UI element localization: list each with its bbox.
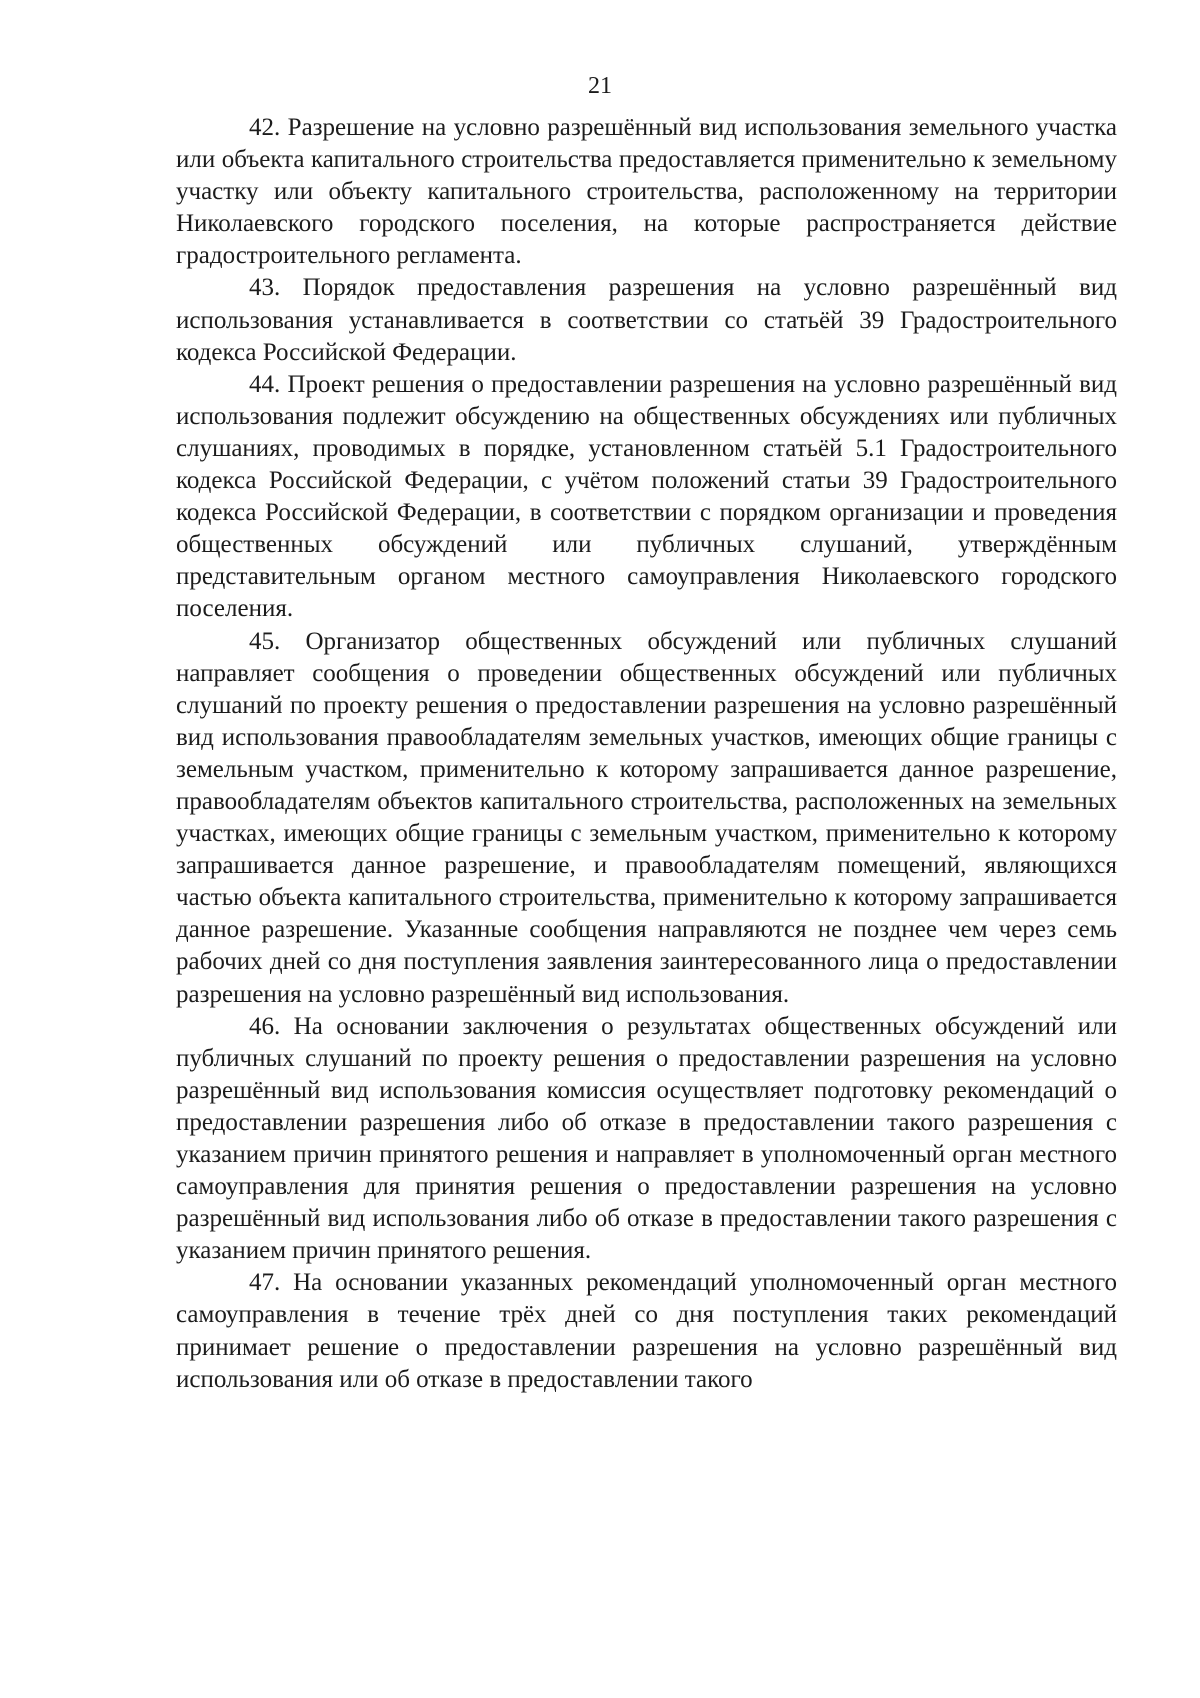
paragraph-42: 42. Разрешение на условно разрешённый вид использования земельного участка или объекта капитального строительства предоставляется применительно к земельному участку или объекту капитального строительства, расположенному на территории Николаевского городского поселения, на которые распространяется действие градостроительного регламента. bbox=[176, 114, 1117, 270]
paragraph-43: 43. Порядок предоставления разрешения на условно разрешённый вид использования устанавливается в соответствии со статьёй 39 Градостроительного кодекса Российской Федерации. bbox=[176, 274, 1117, 366]
page-number: 21 bbox=[588, 73, 612, 99]
paragraph-47: 47. На основании указанных рекомендаций уполномоченный орган местного самоуправления в течение трёх дней со дня поступления таких рекомендаций принимает решение о предоставлении разрешения на условно разрешённый вид использования или об отказе в предоставлении такого bbox=[176, 1269, 1117, 1393]
paragraph-44: 44. Проект решения о предоставлении разрешения на условно разрешённый вид использования подлежит обсуждению на общественных обсуждениях или публичных слушаниях, проводимых в порядке, установленном статьёй 5.1 Градостроительного кодекса Российской Федерации, с учётом положений статьи 39 Градостроительного кодекса Российской Федерации, в соответствии с порядком организации и проведения общественных обсуждений или публичных слушаний, утверждённым представительным органом местного самоуправления Николаевского городского поселения. bbox=[176, 370, 1117, 623]
paragraph-46: 46. На основании заключения о результатах общественных обсуждений или публичных слушаний по проекту решения о предоставлении разрешения на условно разрешённый вид использования комиссия осуществляет подготовку рекомендаций о предоставлении разрешения либо об отказе в предоставлении такого разрешения с указанием причин принятого решения и направляет в уполномоченный орган местного самоуправления для принятия решения о предоставлении разрешения на условно разрешённый вид использования либо об отказе в предоставлении такого разрешения с указанием причин принятого решения. bbox=[176, 1012, 1117, 1265]
paragraph-45: 45. Организатор общественных обсуждений или публичных слушаний направляет сообщения о проведении общественных обсуждений или публичных слушаний по проекту решения о предоставлении разрешения на условно разрешённый вид использования правообладателям земельных участков, имеющих общие границы с земельным участком, применительно к которому запрашивается данное разрешение, правообладателям объектов капитального строительства, расположенных на земельных участках, имеющих общие границы с земельным участком, применительно к которому запрашивается данное разрешение, и правообладателям помещений, являющихся частью объекта капитального строительства, применительно к которому запрашивается данное разрешение. Указанные сообщения направляются не позднее чем через семь рабочих дней со дня поступления заявления заинтересованного лица о предоставлении разрешения на условно разрешённый вид использования. bbox=[176, 627, 1117, 1008]
document-body bbox=[176, 112, 1117, 1396]
